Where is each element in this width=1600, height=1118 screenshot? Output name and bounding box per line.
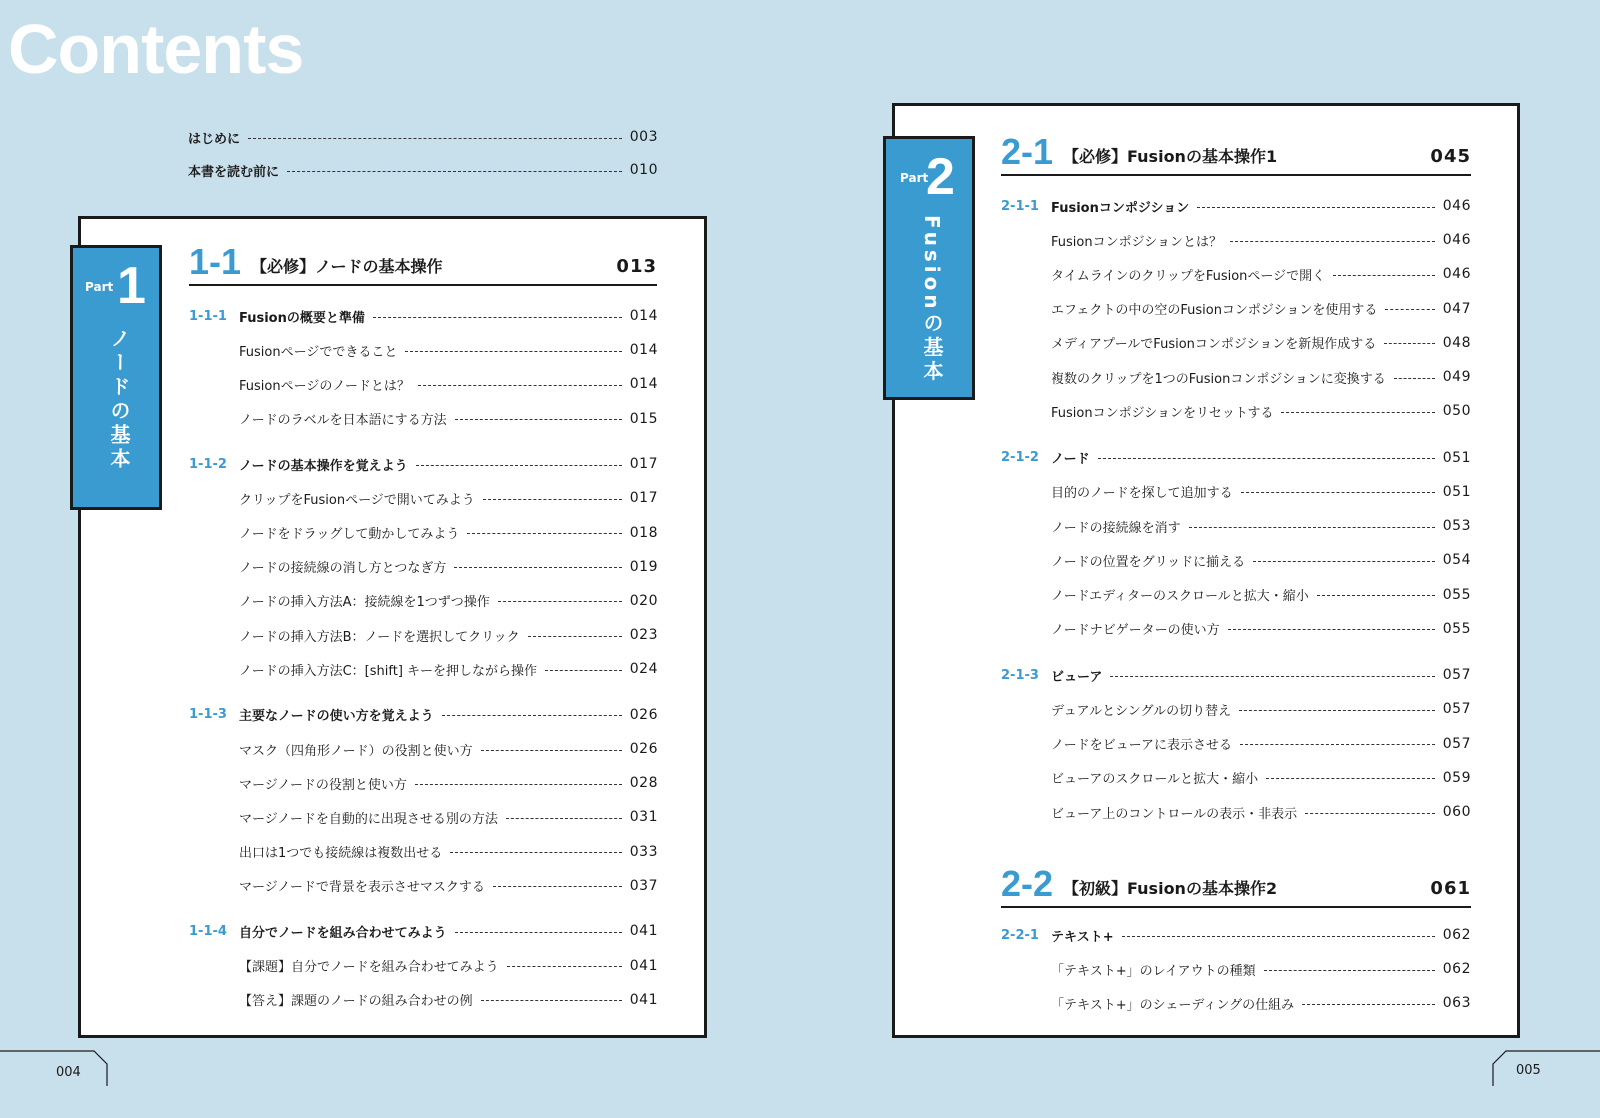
toc-entry[interactable] <box>1001 767 1471 789</box>
entry-page: 063 <box>1442 995 1471 1012</box>
entry-title: ノードの位置をグリッドに揃える <box>1051 554 1246 570</box>
entry-page: 037 <box>629 877 658 894</box>
leader-dots <box>1281 412 1434 413</box>
entry-page: 054 <box>1442 552 1471 569</box>
entry-page: 033 <box>629 843 658 860</box>
entry-title: 【課題】自分でノードを組み合わせてみよう <box>239 960 499 975</box>
entry-page: 051 <box>1442 449 1471 466</box>
leader-dots <box>455 932 622 933</box>
entry-page: 019 <box>629 558 658 575</box>
leader-dots <box>1384 343 1434 344</box>
part1-tab <box>70 245 162 510</box>
entry-title: ノードエディターのスクロールと拡大・縮小 <box>1051 589 1309 604</box>
entry-page: 057 <box>1442 701 1471 718</box>
leader-dots <box>454 567 621 568</box>
entry-page: 015 <box>629 410 658 427</box>
entry-title: ビューア <box>1051 669 1103 685</box>
toc-intro-page: 003 <box>629 129 658 145</box>
entry-title: マージノードの役割と使い方 <box>239 777 407 793</box>
toc-entry[interactable] <box>1001 618 1471 640</box>
entry-title: ノードナビゲーターの使い方 <box>1051 623 1220 639</box>
leader-dots <box>1253 561 1435 562</box>
entry-title: ビューア上のコントロールの表示・非表示 <box>1051 806 1298 822</box>
leader-dots <box>1333 275 1435 276</box>
entry-title: 「テキスト+」のシェーディングの仕組み <box>1051 997 1295 1013</box>
entry-title: ノードをドラッグして動かしてみよう <box>239 527 460 542</box>
leader-dots <box>507 966 622 967</box>
toc-entry[interactable] <box>189 556 658 578</box>
entry-page: 023 <box>629 627 658 644</box>
entry-title: テキスト+ <box>1051 929 1114 945</box>
leader-dots <box>528 636 622 637</box>
toc-intro-label: はじめに <box>188 131 241 147</box>
entry-title: ノードの挿入方法A：接続線を1つずつ操作 <box>239 595 490 611</box>
toc-entry[interactable] <box>189 373 658 395</box>
toc-intro-item[interactable] <box>188 127 658 147</box>
entry-title: Fusionコンポジションとは？ <box>1051 234 1222 250</box>
toc-entry[interactable] <box>1001 298 1471 320</box>
leader-dots <box>498 601 622 602</box>
entry-code: 2-1-3 <box>1001 667 1039 683</box>
entry-title: Fusionページでできること <box>239 344 398 360</box>
leader-dots <box>1385 309 1434 310</box>
leader-dots <box>455 419 622 420</box>
toc-entry[interactable] <box>1001 515 1471 537</box>
toc-entry[interactable] <box>1001 584 1471 606</box>
toc-entry[interactable] <box>1001 481 1471 503</box>
entry-title: エフェクトの中の空のFusionコンポジションを使用する <box>1051 303 1378 319</box>
entry-page: 047 <box>1442 300 1471 317</box>
entry-page: 014 <box>629 342 658 359</box>
toc-entry[interactable] <box>1001 958 1471 980</box>
entry-page: 017 <box>629 456 658 473</box>
toc-entry[interactable] <box>189 806 658 828</box>
leader-dots <box>450 852 621 853</box>
entry-code: 1-1-2 <box>189 456 227 472</box>
toc-entry[interactable] <box>1001 698 1471 720</box>
entry-page: 014 <box>629 376 658 393</box>
toc-entry[interactable] <box>189 738 658 760</box>
entry-code: 1-1-4 <box>189 923 227 939</box>
section-1-1-header[interactable] <box>189 241 657 286</box>
entry-title: ノードの接続線を消す <box>1051 520 1181 536</box>
part1-label: Part <box>85 280 114 294</box>
toc-entry[interactable] <box>1001 801 1471 823</box>
leader-dots <box>418 385 622 386</box>
entry-title: マージノードで背景を表示させマスクする <box>239 880 485 896</box>
leader-dots <box>1305 813 1435 814</box>
entry-page: 024 <box>629 661 658 678</box>
entry-title: 自分でノードを組み合わせてみよう <box>239 925 447 941</box>
toc-entry[interactable] <box>1001 195 1471 217</box>
entry-code: 2-2-1 <box>1001 927 1039 943</box>
page-frame-right <box>1488 1050 1600 1086</box>
toc-entry[interactable] <box>1001 992 1471 1014</box>
toc-intro-page: 010 <box>629 162 658 178</box>
leader-dots <box>1264 970 1435 971</box>
section-number: 2-1 <box>1001 131 1054 172</box>
section-title: 【初級】Fusionの基本操作2 <box>1063 879 1278 898</box>
toc-intro-label: 本書を読む前に <box>188 164 280 180</box>
leader-dots <box>287 171 622 172</box>
toc-entry[interactable] <box>189 305 658 327</box>
leader-dots <box>1317 595 1435 596</box>
entry-page: 041 <box>629 991 658 1008</box>
entry-title: マージノードを自動的に出現させる別の方法 <box>239 811 498 827</box>
toc-entry[interactable] <box>189 875 658 897</box>
entry-page: 026 <box>629 706 658 723</box>
toc-entry[interactable] <box>1001 549 1471 571</box>
toc-entry[interactable] <box>189 453 658 475</box>
leader-dots <box>545 670 622 671</box>
toc-entry[interactable] <box>189 989 658 1011</box>
toc-entry[interactable] <box>189 339 658 361</box>
leader-dots <box>506 818 622 819</box>
entry-title: ノードの接続線の消し方とつなぎ方 <box>239 561 447 577</box>
toc-entry[interactable] <box>1001 332 1471 354</box>
section-title: 【必修】ノードの基本操作 <box>251 257 443 276</box>
toc-entry[interactable] <box>189 955 658 977</box>
page-number-right: 005 <box>1516 1063 1541 1078</box>
section-2-1-header[interactable] <box>1001 131 1471 176</box>
toc-entry[interactable] <box>1001 366 1471 388</box>
entry-page: 051 <box>1442 483 1471 500</box>
entry-title: ノードの挿入方法C：[shift] キーを押しながら操作 <box>239 663 538 679</box>
leader-dots <box>1239 710 1435 711</box>
section-number: 2-2 <box>1001 863 1054 904</box>
entry-page: 048 <box>1442 334 1471 351</box>
entry-title: 「テキスト+」のレイアウトの種類 <box>1051 963 1256 979</box>
toc-entry[interactable] <box>1001 229 1471 251</box>
entry-title: ノードをビューアに表示させる <box>1051 738 1232 754</box>
entry-page: 055 <box>1442 620 1471 637</box>
entry-code: 2-1-2 <box>1001 450 1039 466</box>
entry-title: クリップをFusionページで開いてみよう <box>239 492 475 508</box>
entry-title: ノードの挿入方法B：ノードを選択してクリック <box>239 629 520 645</box>
entry-code: 1-1-1 <box>189 308 227 324</box>
leader-dots <box>405 351 621 352</box>
entry-title: ビューアのスクロールと拡大・縮小 <box>1051 772 1259 788</box>
entry-page: 062 <box>1442 927 1471 943</box>
entry-page: 026 <box>629 741 658 757</box>
entry-page: 028 <box>629 775 658 792</box>
toc-entry[interactable] <box>189 590 658 612</box>
leader-dots <box>1266 778 1435 779</box>
entry-title: 【答え】課題のノードの組み合わせの例 <box>239 994 473 1010</box>
entry-code: 2-1-1 <box>1001 198 1039 214</box>
toc-entry[interactable] <box>1001 924 1471 946</box>
leader-dots <box>1228 629 1435 630</box>
entry-page: 057 <box>1442 667 1471 684</box>
leader-dots <box>1394 378 1435 379</box>
part1-number: 1 <box>117 257 146 315</box>
entry-page: 041 <box>629 957 658 974</box>
entry-title: 複数のクリップを1つのFusionコンポジションに変換する <box>1051 371 1386 387</box>
entry-title: デュアルとシングルの切り替え <box>1051 703 1232 719</box>
leader-dots <box>1230 241 1435 242</box>
section-title: 【必修】Fusionの基本操作1 <box>1063 147 1278 166</box>
leader-dots <box>1110 676 1434 677</box>
leader-dots <box>1122 936 1435 937</box>
entry-code: 1-1-3 <box>189 707 227 723</box>
entry-title: ノード <box>1051 452 1090 468</box>
entry-page: 017 <box>629 490 658 507</box>
entry-title: ノードのラベルを日本語にする方法 <box>239 413 447 429</box>
toc-entry[interactable] <box>189 624 658 646</box>
toc-entry[interactable] <box>1001 447 1471 469</box>
leader-dots <box>248 138 622 139</box>
entry-page: 060 <box>1442 804 1471 820</box>
section-number: 1-1 <box>189 241 242 282</box>
toc-entry[interactable] <box>1001 400 1471 422</box>
toc-entry[interactable] <box>1001 263 1471 285</box>
contents-title: Contents <box>8 10 304 88</box>
entry-page: 014 <box>629 308 658 324</box>
leader-dots <box>1098 458 1435 459</box>
leader-dots <box>1240 744 1435 745</box>
toc-entry[interactable] <box>189 408 658 430</box>
toc-intro-item[interactable] <box>188 160 658 180</box>
entry-page: 020 <box>629 592 658 609</box>
leader-dots <box>467 533 621 534</box>
part2-title: Fusionの基本 <box>920 215 944 385</box>
leader-dots <box>1302 1004 1435 1005</box>
leader-dots <box>1189 527 1435 528</box>
leader-dots <box>416 465 622 466</box>
entry-title: Fusionページのノードとは？ <box>239 378 410 394</box>
leader-dots <box>483 499 622 500</box>
leader-dots <box>481 750 622 751</box>
entry-title: 主要なノードの使い方を覚えよう <box>239 709 434 725</box>
section-page: 061 <box>1430 878 1471 899</box>
entry-title: マスク（四角形ノード）の役割と使い方 <box>239 743 473 759</box>
entry-page: 041 <box>629 923 658 940</box>
leader-dots <box>481 1000 622 1001</box>
toc-entry[interactable] <box>189 522 658 544</box>
leader-dots <box>1197 207 1434 208</box>
entry-title: Fusionの概要と準備 <box>239 310 365 326</box>
entry-page: 059 <box>1442 769 1471 786</box>
leader-dots <box>442 715 622 716</box>
section-page: 013 <box>616 256 657 277</box>
leader-dots <box>415 784 622 785</box>
part2-number: 2 <box>926 148 955 206</box>
part2-label: Part <box>900 171 929 185</box>
entry-page: 031 <box>629 809 658 826</box>
part1-title: ノードの基本 <box>107 328 131 472</box>
leader-dots <box>493 886 622 887</box>
entry-title: ノードの基本操作を覚えよう <box>239 458 408 474</box>
entry-page: 046 <box>1442 198 1471 214</box>
toc-entry[interactable] <box>189 920 658 942</box>
entry-page: 062 <box>1442 961 1471 978</box>
entry-page: 057 <box>1442 735 1471 752</box>
toc-entry[interactable] <box>189 487 658 509</box>
entry-title: 目的のノードを探して追加する <box>1051 486 1233 502</box>
section-2-2-header[interactable] <box>1001 863 1471 908</box>
entry-title: Fusionコンポジションをリセットする <box>1051 405 1274 421</box>
part2-tab <box>883 136 975 400</box>
toc-entry[interactable] <box>189 841 658 863</box>
entry-title: タイムラインのクリップをFusionページで開く <box>1051 268 1326 284</box>
toc-entry[interactable] <box>189 658 658 680</box>
toc-entry[interactable] <box>189 704 658 726</box>
entry-page: 018 <box>629 524 658 541</box>
toc-entry[interactable] <box>189 772 658 794</box>
toc-entry[interactable] <box>1001 733 1471 755</box>
entry-page: 046 <box>1442 266 1471 283</box>
leader-dots <box>373 317 622 318</box>
entry-page: 050 <box>1442 403 1471 420</box>
entry-page: 055 <box>1442 586 1471 603</box>
page-number-left: 004 <box>56 1065 81 1080</box>
section-page: 045 <box>1430 146 1471 167</box>
entry-title: メディアプールでFusionコンポジションを新規作成する <box>1051 337 1377 353</box>
entry-title: Fusionコンポジション <box>1051 200 1190 216</box>
entry-page: 049 <box>1442 369 1471 385</box>
entry-page: 046 <box>1442 232 1471 249</box>
entry-title: 出口は1つでも接続線は複数出せる <box>239 846 443 862</box>
toc-entry[interactable] <box>1001 664 1471 686</box>
entry-page: 053 <box>1442 518 1471 535</box>
leader-dots <box>1241 492 1435 493</box>
